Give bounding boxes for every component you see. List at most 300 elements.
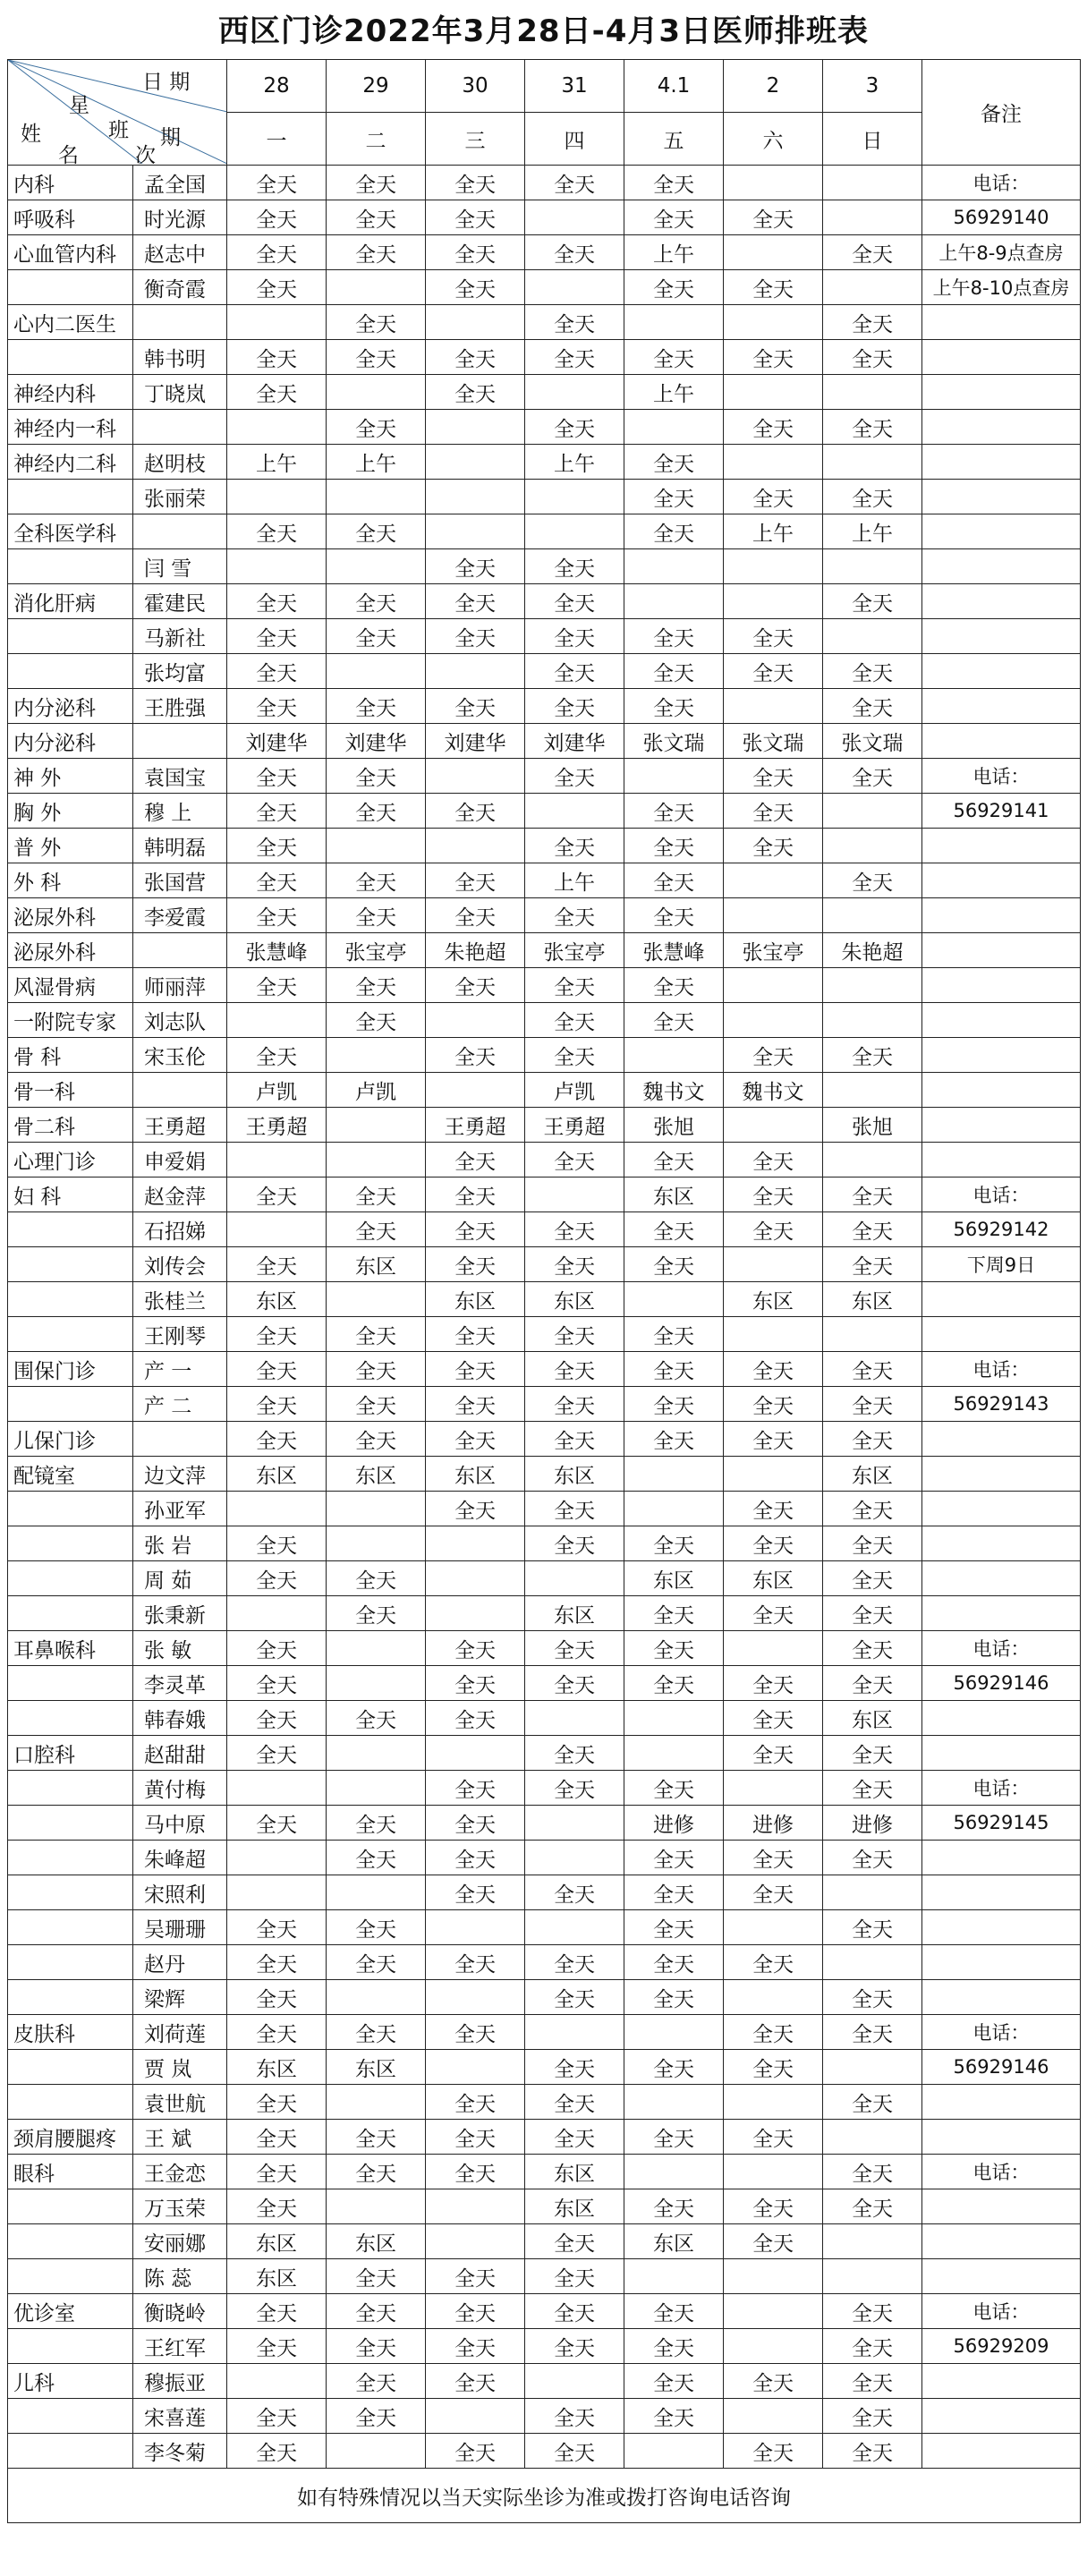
note-cell (922, 724, 1081, 759)
shift-cell: 全天 (525, 2085, 624, 2120)
shift-cell: 全天 (327, 1701, 426, 1736)
shift-cell (823, 2259, 922, 2294)
doctor-name-cell: 赵志中 (133, 235, 227, 270)
note-cell (922, 2120, 1081, 2155)
shift-cell: 张文瑞 (724, 724, 823, 759)
shift-cell: 全天 (823, 1841, 922, 1875)
department-cell: 神经内科 (8, 375, 133, 410)
department-cell: 骨二科 (8, 1108, 133, 1143)
shift-cell: 全天 (327, 1806, 426, 1841)
shift-cell: 进修 (823, 1806, 922, 1841)
shift-cell: 全天 (724, 1841, 823, 1875)
department-cell: 心血管内科 (8, 235, 133, 270)
shift-cell: 全天 (327, 514, 426, 549)
shift-cell: 全天 (624, 619, 724, 654)
shift-cell: 全天 (724, 1212, 823, 1247)
shift-cell: 全天 (426, 340, 525, 375)
shift-cell: 进修 (624, 1806, 724, 1841)
note-cell (922, 2189, 1081, 2224)
shift-cell (227, 1143, 327, 1177)
table-row (8, 200, 1081, 235)
shift-cell: 全天 (525, 549, 624, 584)
note-cell (922, 445, 1081, 480)
shift-cell (823, 1143, 922, 1177)
shift-cell (624, 1736, 724, 1771)
date-cell: 2 (724, 60, 823, 113)
doctor-name-cell: 王勇超 (133, 1108, 227, 1143)
shift-cell (525, 1841, 624, 1875)
department-cell: 围保门诊 (8, 1352, 133, 1387)
shift-cell: 卢凯 (227, 1073, 327, 1108)
shift-cell (724, 375, 823, 410)
department-cell: 颈肩腰腿疼 (8, 2120, 133, 2155)
table-row (8, 2155, 1081, 2189)
shift-cell: 上午 (525, 863, 624, 898)
table-row (8, 1561, 1081, 1596)
doctor-name-cell: 衡晓岭 (133, 2294, 227, 2329)
shift-cell: 全天 (823, 410, 922, 445)
corner-label-week: 星 (69, 94, 89, 117)
shift-cell (426, 1980, 525, 2015)
shift-cell: 全天 (823, 1561, 922, 1596)
shift-cell (724, 1317, 823, 1352)
shift-cell: 全天 (724, 2050, 823, 2085)
shift-cell (426, 1526, 525, 1561)
shift-cell: 全天 (227, 1561, 327, 1596)
corner-label-qi: 期 (160, 126, 181, 149)
note-cell: 56929146 (922, 1666, 1081, 1701)
shift-cell: 东区 (426, 1457, 525, 1492)
shift-cell: 全天 (227, 863, 327, 898)
table-row (8, 410, 1081, 445)
table-row (8, 2050, 1081, 2085)
shift-cell: 全天 (327, 759, 426, 794)
table-row (8, 1806, 1081, 1841)
note-cell (922, 375, 1081, 410)
shift-cell (525, 514, 624, 549)
note-cell (922, 829, 1081, 863)
shift-cell: 上午 (823, 514, 922, 549)
table-row (8, 1526, 1081, 1561)
schedule-table (7, 59, 1081, 2523)
department-cell: 内分泌科 (8, 689, 133, 724)
table-row (8, 2224, 1081, 2259)
department-cell: 泌尿外科 (8, 933, 133, 968)
shift-cell: 全天 (525, 1352, 624, 1387)
corner-label-ci: 次 (135, 144, 156, 166)
shift-cell: 全天 (724, 200, 823, 235)
department-cell (8, 1526, 133, 1561)
shift-cell (624, 759, 724, 794)
shift-cell (624, 410, 724, 445)
doctor-name-cell: 黄付梅 (133, 1771, 227, 1806)
shift-cell (227, 1003, 327, 1038)
note-cell (922, 514, 1081, 549)
department-cell (8, 1771, 133, 1806)
shift-cell: 全天 (227, 898, 327, 933)
shift-cell: 全天 (525, 1736, 624, 1771)
shift-cell: 全天 (724, 1666, 823, 1701)
shift-cell: 全天 (823, 235, 922, 270)
note-cell (922, 1526, 1081, 1561)
shift-cell: 全天 (227, 654, 327, 689)
shift-cell: 全天 (624, 1980, 724, 2015)
shift-cell (823, 1003, 922, 1038)
shift-cell (823, 549, 922, 584)
shift-cell: 全天 (724, 410, 823, 445)
shift-cell (426, 2399, 525, 2434)
shift-cell (227, 480, 327, 514)
notes-header: 备注 (922, 60, 1081, 166)
doctor-name-cell: 马中原 (133, 1806, 227, 1841)
shift-cell: 全天 (724, 654, 823, 689)
shift-cell (227, 1596, 327, 1631)
note-cell (922, 898, 1081, 933)
shift-cell (327, 480, 426, 514)
shift-cell (426, 410, 525, 445)
table-row (8, 480, 1081, 514)
shift-cell: 全天 (327, 1387, 426, 1422)
shift-cell: 全天 (823, 1980, 922, 2015)
department-cell (8, 1492, 133, 1526)
table-row (8, 1073, 1081, 1108)
shift-cell: 全天 (624, 2050, 724, 2085)
shift-cell: 全天 (624, 863, 724, 898)
shift-cell: 全天 (426, 1875, 525, 1910)
shift-cell: 全天 (426, 1212, 525, 1247)
shift-cell: 全天 (426, 2364, 525, 2399)
shift-cell: 全天 (227, 1177, 327, 1212)
doctor-name-cell: 李爱霞 (133, 898, 227, 933)
shift-cell: 全天 (724, 829, 823, 863)
note-cell (922, 863, 1081, 898)
shift-cell: 东区 (624, 2224, 724, 2259)
shift-cell: 全天 (327, 1317, 426, 1352)
shift-cell: 全天 (327, 1177, 426, 1212)
shift-cell: 全天 (624, 445, 724, 480)
note-cell (922, 2364, 1081, 2399)
table-row (8, 2399, 1081, 2434)
shift-cell: 全天 (724, 340, 823, 375)
shift-cell: 全天 (426, 1387, 525, 1422)
table-row (8, 1945, 1081, 1980)
doctor-name-cell: 宋喜莲 (133, 2399, 227, 2434)
shift-cell: 全天 (327, 968, 426, 1003)
shift-cell (724, 2085, 823, 2120)
note-cell (922, 968, 1081, 1003)
note-cell (922, 1561, 1081, 1596)
shift-cell: 全天 (525, 1317, 624, 1352)
shift-cell: 全天 (426, 270, 525, 305)
weekday-cell: 日 (823, 113, 922, 166)
table-row (8, 1282, 1081, 1317)
shift-cell: 全天 (525, 1038, 624, 1073)
shift-cell: 魏书文 (724, 1073, 823, 1108)
doctor-name-cell (133, 933, 227, 968)
shift-cell: 全天 (426, 619, 525, 654)
weekday-cell: 六 (724, 113, 823, 166)
shift-cell: 全天 (227, 1631, 327, 1666)
shift-cell: 全天 (426, 2085, 525, 2120)
shift-cell: 全天 (525, 1247, 624, 1282)
shift-cell: 全天 (823, 1352, 922, 1387)
shift-cell: 全天 (823, 863, 922, 898)
shift-cell: 全天 (525, 2434, 624, 2469)
doctor-name-cell: 宋照利 (133, 1875, 227, 1910)
table-row (8, 2329, 1081, 2364)
shift-cell: 全天 (525, 235, 624, 270)
shift-cell: 张旭 (823, 1108, 922, 1143)
shift-cell: 东区 (624, 1561, 724, 1596)
department-cell: 配镜室 (8, 1457, 133, 1492)
shift-cell (525, 200, 624, 235)
department-cell (8, 480, 133, 514)
shift-cell (724, 2294, 823, 2329)
date-cell: 31 (525, 60, 624, 113)
shift-cell: 全天 (327, 1003, 426, 1038)
shift-cell (525, 1910, 624, 1945)
department-cell: 心理门诊 (8, 1143, 133, 1177)
shift-cell (724, 1108, 823, 1143)
shift-cell: 全天 (426, 2259, 525, 2294)
doctor-name-cell: 霍建民 (133, 584, 227, 619)
shift-cell: 全天 (624, 1247, 724, 1282)
shift-cell (724, 898, 823, 933)
shift-cell: 全天 (624, 2399, 724, 2434)
table-row (8, 235, 1081, 270)
shift-cell: 全天 (426, 1352, 525, 1387)
shift-cell: 全天 (525, 898, 624, 933)
shift-cell: 全天 (227, 1736, 327, 1771)
doctor-name-cell: 张 岩 (133, 1526, 227, 1561)
date-cell: 4.1 (624, 60, 724, 113)
shift-cell: 全天 (227, 1247, 327, 1282)
note-cell: 56929143 (922, 1387, 1081, 1422)
doctor-name-cell: 袁世航 (133, 2085, 227, 2120)
date-cell: 29 (327, 60, 426, 113)
shift-cell: 全天 (227, 2085, 327, 2120)
shift-cell: 全天 (823, 2399, 922, 2434)
doctor-name-cell (133, 410, 227, 445)
note-cell (922, 933, 1081, 968)
shift-cell: 全天 (327, 2399, 426, 2434)
shift-cell (525, 2364, 624, 2399)
shift-cell: 王勇超 (525, 1108, 624, 1143)
shift-cell (724, 1910, 823, 1945)
shift-cell (426, 514, 525, 549)
shift-cell (724, 2329, 823, 2364)
note-cell: 56929140 (922, 200, 1081, 235)
department-cell: 一附院专家 (8, 1003, 133, 1038)
shift-cell: 东区 (525, 1457, 624, 1492)
doctor-name-cell: 孟全国 (133, 166, 227, 200)
shift-cell: 全天 (227, 514, 327, 549)
note-cell (922, 1038, 1081, 1073)
table-row (8, 340, 1081, 375)
shift-cell: 全天 (426, 1666, 525, 1701)
doctor-name-cell: 周 茹 (133, 1561, 227, 1596)
department-cell (8, 270, 133, 305)
shift-cell (227, 1492, 327, 1526)
department-cell (8, 1317, 133, 1352)
shift-cell: 全天 (426, 2294, 525, 2329)
shift-cell: 全天 (823, 1596, 922, 1631)
note-cell (922, 1003, 1081, 1038)
shift-cell: 全天 (227, 2294, 327, 2329)
shift-cell: 全天 (624, 2329, 724, 2364)
shift-cell (327, 375, 426, 410)
department-cell: 风湿骨病 (8, 968, 133, 1003)
department-cell: 妇 科 (8, 1177, 133, 1212)
shift-cell (227, 1771, 327, 1806)
shift-cell (624, 2434, 724, 2469)
department-cell (8, 549, 133, 584)
shift-cell (823, 968, 922, 1003)
department-cell (8, 1701, 133, 1736)
table-row (8, 1666, 1081, 1701)
doctor-name-cell: 刘志队 (133, 1003, 227, 1038)
shift-cell (327, 2085, 426, 2120)
table-row (8, 1038, 1081, 1073)
table-row (8, 2259, 1081, 2294)
corner-diagonal-lines (8, 60, 227, 164)
shift-cell (426, 1736, 525, 1771)
shift-cell: 全天 (624, 1596, 724, 1631)
shift-cell: 全天 (525, 410, 624, 445)
shift-cell (823, 200, 922, 235)
shift-cell: 全天 (227, 2189, 327, 2224)
weekday-cell: 三 (426, 113, 525, 166)
doctor-name-cell (133, 1422, 227, 1457)
shift-cell (327, 1875, 426, 1910)
table-row (8, 1736, 1081, 1771)
doctor-name-cell (133, 1073, 227, 1108)
shift-cell: 全天 (724, 1352, 823, 1387)
shift-cell (724, 2259, 823, 2294)
department-cell (8, 1841, 133, 1875)
shift-cell: 魏书文 (624, 1073, 724, 1108)
department-cell (8, 2434, 133, 2469)
table-row (8, 1212, 1081, 1247)
department-cell: 呼吸科 (8, 200, 133, 235)
shift-cell: 全天 (525, 1526, 624, 1561)
note-cell: 56929142 (922, 1212, 1081, 1247)
shift-cell: 全天 (227, 2434, 327, 2469)
shift-cell (724, 2399, 823, 2434)
shift-cell: 全天 (327, 410, 426, 445)
note-cell (922, 305, 1081, 340)
department-cell: 耳鼻喉科 (8, 1631, 133, 1666)
shift-cell: 东区 (624, 1177, 724, 1212)
shift-cell: 全天 (426, 584, 525, 619)
shift-cell: 全天 (525, 1492, 624, 1526)
doctor-name-cell: 安丽娜 (133, 2224, 227, 2259)
department-cell: 神 外 (8, 759, 133, 794)
shift-cell: 全天 (426, 1701, 525, 1736)
department-cell: 泌尿外科 (8, 898, 133, 933)
note-cell: 电话： (922, 2015, 1081, 2050)
shift-cell: 全天 (327, 200, 426, 235)
doctor-name-cell: 张秉新 (133, 1596, 227, 1631)
shift-cell (327, 1526, 426, 1561)
department-cell: 儿保门诊 (8, 1422, 133, 1457)
shift-cell (327, 1771, 426, 1806)
department-cell (8, 654, 133, 689)
note-cell (922, 1596, 1081, 1631)
note-cell (922, 654, 1081, 689)
shift-cell (624, 1492, 724, 1526)
shift-cell: 全天 (426, 968, 525, 1003)
shift-cell: 上午 (724, 514, 823, 549)
shift-cell: 东区 (724, 1561, 823, 1596)
shift-cell (426, 1910, 525, 1945)
shift-cell: 全天 (227, 1980, 327, 2015)
department-cell (8, 2189, 133, 2224)
shift-cell: 东区 (525, 2155, 624, 2189)
doctor-name-cell: 万玉荣 (133, 2189, 227, 2224)
shift-cell (227, 1841, 327, 1875)
doctor-name-cell: 张桂兰 (133, 1282, 227, 1317)
doctor-name-cell: 陈 蕊 (133, 2259, 227, 2294)
shift-cell (823, 2120, 922, 2155)
doctor-name-cell: 师丽萍 (133, 968, 227, 1003)
table-row (8, 933, 1081, 968)
note-cell (922, 2399, 1081, 2434)
doctor-name-cell (133, 514, 227, 549)
table-row (8, 584, 1081, 619)
shift-cell: 全天 (823, 1771, 922, 1806)
shift-cell (624, 2155, 724, 2189)
shift-cell: 全天 (426, 898, 525, 933)
doctor-name-cell: 贾 岚 (133, 2050, 227, 2085)
shift-cell: 张宝亭 (724, 933, 823, 968)
table-row (8, 1143, 1081, 1177)
shift-cell (823, 2224, 922, 2259)
doctor-name-cell: 穆振亚 (133, 2364, 227, 2399)
table-row (8, 2434, 1081, 2469)
shift-cell: 全天 (227, 375, 327, 410)
shift-cell: 全天 (327, 1561, 426, 1596)
shift-cell: 全天 (724, 619, 823, 654)
table-row (8, 1841, 1081, 1875)
shift-cell: 全天 (525, 2329, 624, 2364)
date-cell: 30 (426, 60, 525, 113)
shift-cell: 东区 (227, 2050, 327, 2085)
shift-cell (724, 549, 823, 584)
shift-cell: 全天 (227, 1352, 327, 1387)
shift-cell: 全天 (327, 2364, 426, 2399)
shift-cell: 东区 (227, 2224, 327, 2259)
shift-cell: 东区 (327, 2224, 426, 2259)
shift-cell (525, 1701, 624, 1736)
doctor-name-cell: 赵明枝 (133, 445, 227, 480)
shift-cell: 全天 (624, 1352, 724, 1387)
shift-cell: 全天 (724, 480, 823, 514)
shift-cell (426, 2050, 525, 2085)
shift-cell: 全天 (227, 1806, 327, 1841)
note-cell: 下周9日 (922, 1247, 1081, 1282)
shift-cell: 全天 (426, 235, 525, 270)
shift-cell (823, 619, 922, 654)
shift-cell (724, 1980, 823, 2015)
doctor-name-cell: 赵金萍 (133, 1177, 227, 1212)
table-row (8, 2364, 1081, 2399)
department-cell (8, 1596, 133, 1631)
department-cell (8, 1806, 133, 1841)
shift-cell: 全天 (823, 1666, 922, 1701)
note-cell (922, 1317, 1081, 1352)
shift-cell: 全天 (227, 968, 327, 1003)
